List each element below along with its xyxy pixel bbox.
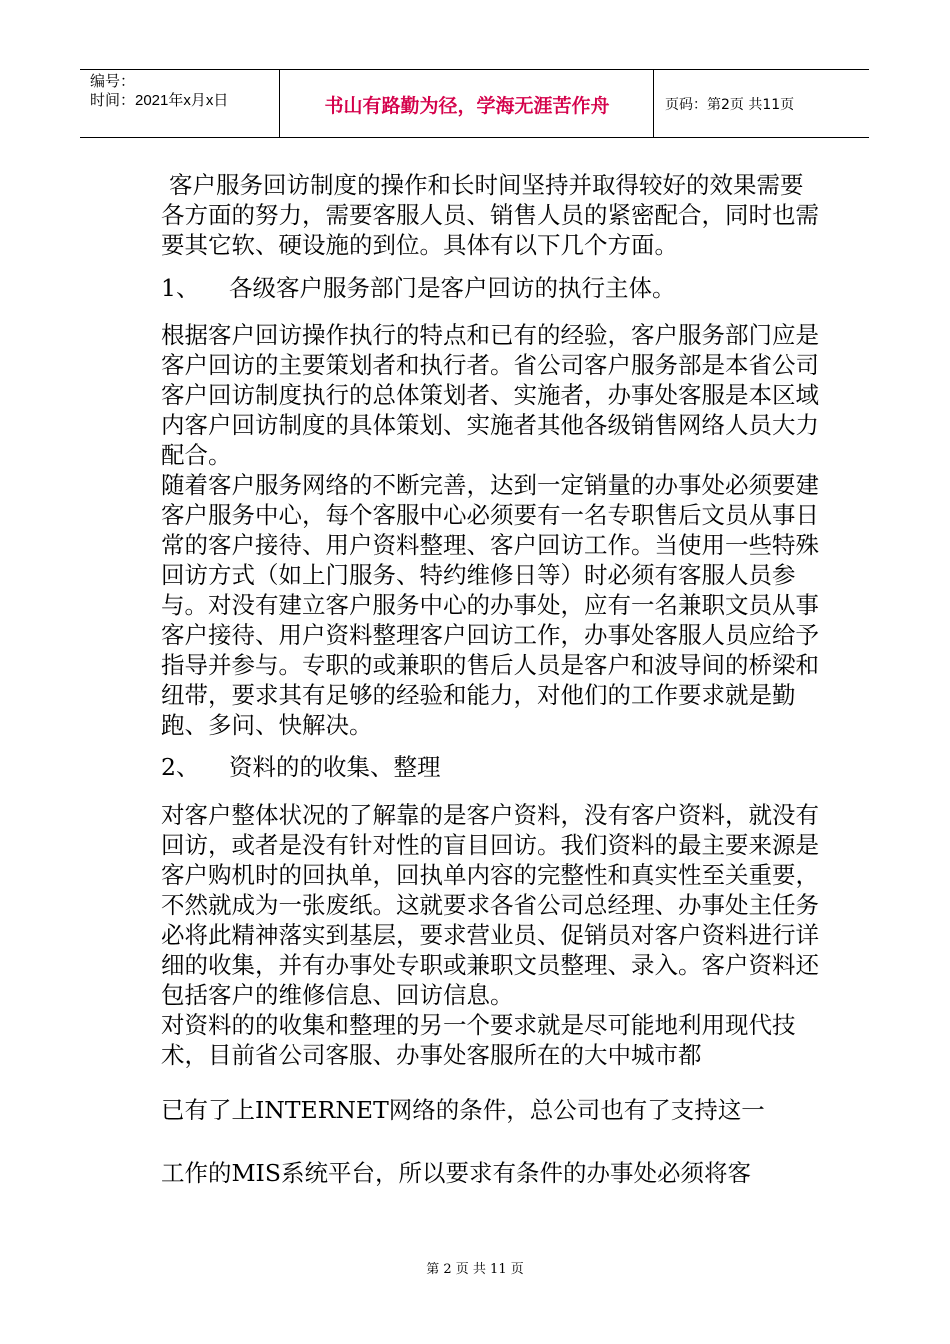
paragraph: 对客户整体状况的了解靠的是客户资料，没有客户资料，就没有回访，或者是没有针对性的盲目回访。我们资料的最主要来源是客户购机时的回执单，回执单内容的完整性和真实性至关重要，不然就成为一张废纸。这就要求各省公司总经理、办事处主任务必将此精神落实到基层，要求营业员、促销员对客户资料进行详细的收集，并有办事处专职或兼职文员整理、录入。客户资料还包括客户的维修信息、回访信息。 bbox=[161, 801, 819, 1009]
document-body bbox=[161, 170, 826, 1188]
paragraph: 对资料的的收集和整理的另一个要求就是尽可能地利用现代技术，目前省公司客服、办事处客服所在的大中城市都 bbox=[161, 1011, 796, 1069]
document-number-label: 编号： bbox=[90, 73, 136, 90]
section-heading-2 bbox=[161, 752, 826, 782]
page-header bbox=[80, 69, 869, 138]
document-time-label: 时间：2021年x月x日 bbox=[90, 92, 229, 109]
header-page-label: 页码：第2页 共11页 bbox=[665, 97, 795, 113]
section-title: 资料的的收集、整理 bbox=[229, 753, 441, 781]
header-meta bbox=[90, 72, 228, 110]
intro-paragraph: 客户服务回访制度的操作和长时间坚持并取得较好的效果需要各方面的努力，需要客服人员、销售人员的紧密配合，同时也需要其它软、硬设施的到位。具体有以下几个方面。 bbox=[161, 171, 819, 259]
section-number: 1、 bbox=[161, 274, 200, 302]
paragraph-line: 已有了上INTERNET网络的条件，总公司也有了支持这一 bbox=[161, 1096, 765, 1124]
paragraph-line: 工作的MIS系统平台，所以要求有条件的办事处必须将客 bbox=[161, 1159, 751, 1187]
section-heading-1 bbox=[161, 273, 826, 303]
paragraph: 根据客户回访操作执行的特点和已有的经验，客户服务部门应是客户回访的主要策划者和执行者。省公司客户服务部是本省公司客户回访制度执行的总体策划者、实施者，办事处客服是本区域内客户回访制度的具体策划、实施者其他各级销售网络人员大力配合。 bbox=[161, 321, 819, 469]
page-footer: 第 2 页 共 11 页 bbox=[426, 1262, 524, 1277]
section-number: 2、 bbox=[161, 753, 200, 781]
paragraph: 随着客户服务网络的不断完善，达到一定销量的办事处必须要建客户服务中心，每个客服中心必须要有一名专职售后文员从事日常的客户接待、用户资料整理、客户回访工作。当使用一些特殊回访方式（如上门服务、特约维修日等）时必须有客服人员参与。对没有建立客户服务中心的办事处，应有一名兼职文员从事客户接待、用户资料整理客户回访工作，办事处客服人员应给予指导并参与。专职的或兼职的售后人员是客户和波导间的桥梁和纽带，要求其有足够的经验和能力，对他们的工作要求就是勤跑、多问、快解决。 bbox=[161, 471, 819, 739]
header-motto: 书山有路勤为径，学海无涯苦作舟 bbox=[324, 95, 610, 117]
section-title: 各级客户服务部门是客户回访的执行主体。 bbox=[229, 274, 676, 302]
